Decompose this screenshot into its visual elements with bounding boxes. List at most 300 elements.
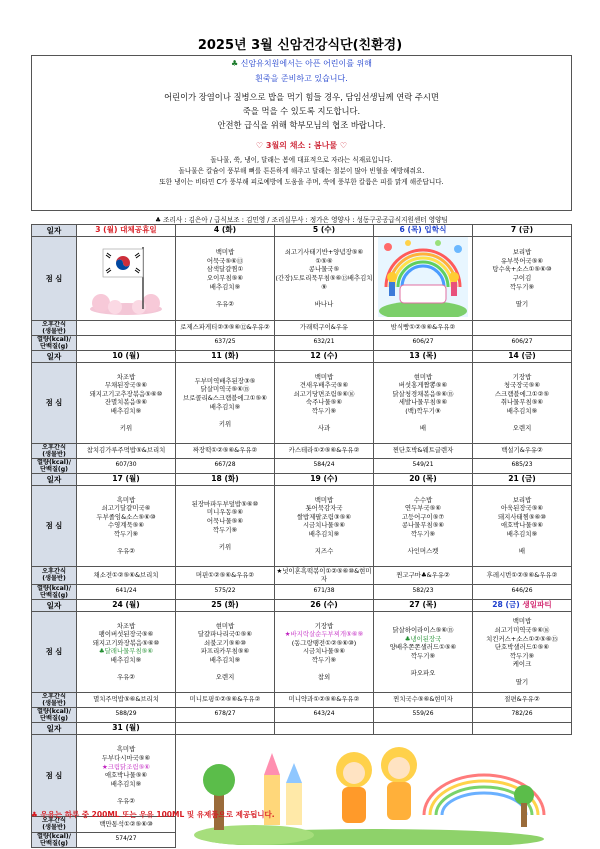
event-note: 입학식 [424,225,447,235]
menu-item: 케이크 [512,660,532,669]
snack-text: 찐치국수⑤⑥&현미자 [393,695,453,704]
kcal-cell [176,335,275,350]
menu-table [31,224,572,848]
snack-label-text: 오후간식 [42,568,66,576]
snack-cell [374,443,473,458]
lunch-cell [374,611,473,692]
snack-text: 멸치주먹밥⑤⑥&브리치 [93,695,159,704]
menu-item: 배추김치⑨ [308,529,340,538]
menu-item: 구이김 [512,274,532,282]
staff-line: ♣ 조리사 : 김은아 / 급식보조 : 김민영 / 조리실무사 : 정가은 영양사 : 성동구공공급식지원센터 영양팀 [155,216,448,224]
date-cell [275,473,374,485]
date-cell [374,225,473,237]
date-cell [77,225,176,237]
date-row [32,350,572,362]
menu-item: 흑미밥 [116,745,136,754]
date-text: 13 (목) [409,350,437,360]
menu-item: 잔멸치볶음⑤⑥ [104,398,148,407]
snack-text: 찐단호박&웨트글렌자 [392,446,454,455]
menu-item: 시금치나물⑤⑥ [302,647,346,656]
date-cell [275,225,374,237]
menu-item: 닭살청경채볶음⑤⑥⑮ [392,389,454,398]
snack-text: 찐고구마♣&우유② [396,570,450,579]
date-cell [473,473,572,485]
date-label-text: 일자 [46,474,62,484]
snack-label-text2: (생물반) [42,327,66,335]
menu-item: 팽이버섯된장국⑤⑥ [98,630,154,639]
footer-text: 우유는 하루 중 200ML 또는 우유 100ML 및 유제품으로 제공됩니다. [40,810,275,819]
menu-item: 시금치나물⑤⑥ [302,521,346,530]
menu-item: 깍두기⑨ [113,529,139,538]
intro-line1-text: 신암유치원에서는 아픈 어린이를 위해 [240,59,372,68]
kcal-text: 671/38 [313,587,335,595]
date-cell [473,722,572,734]
lunch-row [32,611,572,692]
date-label-text: 일자 [46,351,62,361]
lunch-cell [473,485,572,566]
intro-line1 [32,58,571,69]
menu-item: 배추김치⑨ [506,529,538,538]
kcal-cell [374,335,473,350]
menu-item: (백)깍두기⑨ [405,406,441,415]
menu-item: 스크램블에그①②⑤ [494,389,550,398]
lunch-label [32,611,77,692]
date-cell [176,350,275,362]
snack-label-text2: (생물반) [42,699,66,707]
kcal-label-text2: 단백질(g) [39,714,69,722]
kcal-text: 574/27 [115,835,137,843]
date-cell [374,599,473,611]
intro-paragraph [32,90,571,132]
lunch-cell [473,611,572,692]
menu-item [473,291,571,300]
menu-item: 배추김치⑨ [506,406,538,415]
snack-text: ★넛이혼흑떡볶이①②⑤⑥⑩&현미자 [276,566,372,584]
kcal-cell [176,584,275,599]
kcal-label-text: 열량(kcal)/ [37,832,71,840]
snack-cell [77,320,176,335]
kcal-cell [374,584,473,599]
menu-item: 배추김치⑨ [110,656,142,665]
kcal-label-text2: 단백질(g) [39,839,69,847]
menu-item [77,538,175,547]
menu-item: 참외 [317,673,331,682]
menu-item: 배 [518,547,526,556]
menu-item: 우유② [116,547,136,556]
snack-cell [473,566,572,584]
menu-item [374,538,472,547]
menu-item: 우유② [215,299,235,308]
lunch-cell [374,237,473,321]
snack-label [32,443,77,458]
date-cell [176,225,275,237]
children-illustration [194,735,554,845]
menu-item: 아욱된장국⑤⑥ [500,504,544,513]
kcal-label-text: 열량(kcal)/ [37,335,71,343]
menu-item: 보리밥 [512,248,532,257]
date-row [32,473,572,485]
snack-text: 참치김가루주먹밥⑤&브리치 [86,446,166,455]
lunch-cell [77,362,176,443]
menu-item: 애호박나물⑤⑥ [104,771,148,780]
snack-text: 가래떡구이&우유 [299,323,349,332]
date-cell [275,599,374,611]
menu-item: 키위 [218,419,232,428]
snack-text: 미니약과①②⑤⑥&우유② [288,695,360,704]
veg-line3: 또한 냉이는 비타민 C가 풍부해 피로예방에 도움을 주며, 쑥에 풍부한 칼륨은 피를 맑게 해준답니다. [159,178,444,186]
lunch-label [32,237,77,321]
event-note: 대체공휴일 [120,225,157,235]
menu-item: 애호박나물⑤⑥ [500,521,544,530]
lunch-cell [374,362,473,443]
lunch-row [32,362,572,443]
menu-item: 배추김치⑨ [110,779,142,788]
menu-item: 콩나물국⑤ [308,265,340,274]
menu-item: 쇠고기사태기반+양념장⑤⑥ [284,248,364,257]
menu-item: 탕수육+소스①⑤⑥⑩ [492,265,552,274]
veg-title-text: 3월의 채소 : 봄나물 [265,141,338,150]
kcal-text: 782/26 [511,710,533,718]
menu-item: 백미밥 [215,248,235,257]
footer-note [31,809,275,820]
menu-item: 우유② [116,673,136,682]
date-cell [473,350,572,362]
menu-item: 기장밥 [512,372,532,381]
menu-item [275,415,373,424]
snack-cell [176,320,275,335]
snack-text: 후레시번①②⑤⑥&우유② [486,570,558,579]
snack-label [32,320,77,335]
date-cell [275,722,374,734]
lunch-label-text: 점 심 [45,647,63,657]
entrance-ceremony-illustration [377,237,469,317]
menu-item: ★크림닭조림⑤⑥ [101,762,151,771]
intro-box [31,55,572,211]
menu-item: 지즈수 [314,547,334,556]
date-text: 4 (화) [213,225,237,235]
lunch-cell [176,485,275,566]
lunch-cell [176,611,275,692]
menu-item: 숙주나물⑤⑥ [305,398,343,407]
menu-item: 파오파오 [410,668,436,677]
kcal-text: 606/27 [511,338,533,346]
menu-item: 양배추쫀쫀샐러드①⑤⑥ [389,643,457,652]
snack-cell [374,692,473,707]
club-icon: ♣ [231,59,239,68]
menu-item: 백미밥 [512,617,532,626]
menu-item: 깍두기⑨ [410,651,436,660]
date-cell [77,599,176,611]
kcal-cell [176,458,275,473]
menu-item [77,665,175,674]
snack-label [32,566,77,584]
kcal-text: 575/22 [214,587,236,595]
menu-item [275,538,373,547]
kcal-row [32,458,572,473]
snack-label-text2: (생물반) [42,824,66,832]
veg-title [32,140,571,151]
intro-para1: 어린이가 장염이나 질병으로 밥을 먹기 힘들 경우, 담임선생님께 연락 주시면 [164,92,439,102]
snack-label-text: 오후간식 [42,692,66,700]
menu-item: 두부미역배추된장③⑤ [194,376,256,385]
menu-item: ★바지락살순두부찌개⑤⑥⑨ [284,630,364,639]
menu-item: 치킨커스+소스①②⑤⑥⑮ [486,634,558,643]
snack-cell [473,443,572,458]
intro-para3: 안전한 급식을 위해 학부모님의 협조 바랍니다. [217,120,386,130]
menu-item: 견새우배추국⑤⑥ [299,381,349,390]
lunch-cell [275,611,374,692]
kcal-label [32,458,77,473]
lunch-cell [473,362,572,443]
lunch-cell [77,611,176,692]
lunch-label-text: 점 심 [45,273,63,283]
date-text: 25 (화) [211,599,239,609]
snack-text: 로제스파게티②③⑤⑥⑫&우유② [180,323,270,332]
menu-item: 쇠고기미역국⑤⑥⑯ [494,626,550,634]
lunch-label [32,485,77,566]
kcal-cell [77,707,176,722]
lunch-label [32,362,77,443]
menu-item: 미니우동⑤⑥ [206,508,244,517]
lunch-cell [275,362,374,443]
date-text: 28 (금) [492,599,520,609]
kcal-text: 637/25 [214,338,236,346]
snack-cell [374,566,473,584]
menu-item: 보리밥 [512,495,532,504]
lunch-cell [176,362,275,443]
kcal-cell [77,584,176,599]
kcal-cell [473,584,572,599]
kcal-text: 678/27 [214,710,236,718]
date-label-text: 일자 [46,226,62,235]
menu-item: 어묵국⑤⑥⑬ [206,256,244,265]
kcal-text: 584/24 [313,461,335,469]
date-cell [176,599,275,611]
date-cell [473,225,572,237]
kcal-text: 643/24 [313,710,335,718]
kcal-row [32,335,572,350]
menu-item: 연두부국⑤⑥ [404,504,442,513]
menu-item: 백미밥 [314,372,334,381]
menu-item: 무채된장국⑤⑥ [104,381,148,390]
snack-cell [176,692,275,707]
veg-paragraph [32,155,571,188]
snack-text: 백만통석①②⑤⑥⑩ [99,820,153,829]
kcal-label-text: 열량(kcal)/ [37,584,71,592]
kcal-cell [374,458,473,473]
snack-text: 카스테라①②⑤⑥&우유② [288,446,360,455]
menu-item: 세발나물무침⑤⑥ [398,398,448,407]
lunch-cell [374,485,473,566]
menu-item: 깍두기⑨ [212,525,238,534]
menu-item: 배추김치⑨ [209,656,241,665]
menu-item: 유부북어국⑤⑥ [500,256,544,265]
kcal-cell [77,458,176,473]
date-row [32,225,572,237]
kcal-cell [473,335,572,350]
lunch-cell [77,485,176,566]
snack-row [32,566,572,584]
kcal-cell [473,707,572,722]
menu-item: 된장마파두부덮밥⑤⑥⑩ [191,499,259,508]
kcal-text: 632/21 [313,338,335,346]
menu-item [275,291,373,300]
club-icon: ♣ [31,810,38,819]
menu-item: 버섯홍게짬뽕⑤⑥ [398,381,448,390]
menu-item: (간장)도토리묵무침⑤⑥⑬배추김치⑨ [275,274,373,291]
menu-item: 딸기 [515,677,529,686]
menu-item: (동그랑땡전①②⑤⑥⑩) [291,638,357,647]
kcal-label [32,584,77,599]
date-text: 31 (월) [112,722,140,732]
menu-item: 돼지고기고추장볶음⑤⑥⑩ [89,389,163,398]
snack-cell [275,566,374,584]
lunch-label-text: 점 심 [45,771,63,781]
kcal-text: 588/29 [115,710,137,718]
date-text: 11 (화) [211,350,239,360]
menu-item: 배 [419,424,427,433]
snack-cell [275,320,374,335]
lunch-cell [275,237,374,321]
menu-item: 수수밥 [413,495,433,504]
kcal-text: 667/28 [214,461,236,469]
snack-cell [374,320,473,335]
lunch-label-text: 점 심 [45,398,63,408]
snack-text: 밤식빵①②⑤⑥&우유② [390,323,456,332]
lunch-label-text: 점 심 [45,521,63,531]
menu-item: 청국장국⑤⑥ [503,381,541,390]
snack-text: 미니토핑①②⑤⑥&우유② [189,695,261,704]
kcal-text: 607/30 [115,461,137,469]
menu-item: 기장밥 [314,621,334,630]
kcal-label-text2: 단백질(g) [39,342,69,350]
kcal-cell [275,335,374,350]
menu-item: 두부다시마국⑤⑥ [101,754,151,763]
kcal-cell [473,458,572,473]
date-cell [176,722,275,734]
snack-text: 백설기&우유② [501,446,543,455]
date-cell [374,473,473,485]
date-label [32,722,77,734]
menu-item: 딸기 [515,299,529,308]
date-text: 10 (월) [112,350,140,360]
menu-item: 어묵나물⑤⑥ [206,517,244,525]
menu-item [473,415,571,424]
date-text: 5 (수) [312,225,336,235]
snack-cell [176,443,275,458]
lunch-label [32,734,77,817]
menu-item: 사과 [317,424,331,433]
menu-item: 키위 [218,542,232,551]
date-text: 24 (월) [112,599,140,609]
snack-row [32,320,572,335]
kcal-text: 549/21 [412,461,434,469]
menu-item: 배추김치⑨ [110,406,142,415]
snack-label-text2: (생물반) [42,450,66,458]
kcal-cell [176,707,275,722]
menu-item: 깍두기⑨ [311,406,337,415]
menu-item [176,534,274,543]
date-text: 19 (수) [310,473,338,483]
date-label [32,599,77,611]
snack-text: 절편&우유② [504,695,540,704]
menu-item [374,415,472,424]
date-row [32,599,572,611]
menu-item: 깍두기⑨ [509,651,535,660]
lunch-row [32,485,572,566]
menu-item: 닭살미역국⑤⑥⑮ [200,385,250,394]
menu-item: 현미밥 [413,372,433,381]
kcal-cell [275,458,374,473]
menu-item: 깍두기⑨ [410,529,436,538]
kcal-text: 606/27 [412,338,434,346]
date-cell [374,722,473,734]
menu-item [473,669,571,678]
snack-text: 짜장떡①②⑤⑥&우유② [192,446,258,455]
menu-item: 수영계묵⑤⑥ [107,521,145,530]
menu-item: 브로콜리&스크램블에그①⑤⑥ [183,394,267,402]
menu-item: ♣냉이된장국 [404,634,442,643]
event-note: 생일파티 [522,599,552,609]
veg-line1: 돌나물, 쑥, 냉이, 달래는 봄에 대표적으로 자라는 식재료입니다. [210,156,393,164]
menu-item: 삼색달걀찜① [206,265,244,274]
menu-item: 두부졸임&소스⑤⑥⑩ [96,512,156,521]
menu-item: 바나나 [314,299,334,308]
date-cell [275,350,374,362]
menu-item: 키위 [119,424,133,433]
kcal-label [32,832,77,847]
menu-item: 우유② [116,797,136,806]
date-text: 12 (수) [310,350,338,360]
menu-item: 고등어구이⑤⑦ [401,512,445,521]
menu-item [77,788,175,797]
intro-para2: 죽을 먹을 수 있도록 지도합니다. [242,106,361,116]
menu-item: ♣달래나물무침⑤⑥ [98,647,154,656]
kcal-cell [275,707,374,722]
snack-text: 머핀①②⑤⑥&우유② [195,570,255,579]
kcal-text: 685/23 [511,461,533,469]
menu-item: 오이무침⑤⑥ [206,274,244,282]
menu-item: ①⑤⑥ [315,256,333,265]
lunch-cell [77,237,176,321]
date-text: 17 (월) [112,473,140,483]
snack-label-text: 오후간식 [42,320,66,328]
menu-item: 사인머스켓 [407,547,439,556]
date-cell [374,350,473,362]
menu-item: 깍두기⑨ [311,656,337,665]
snack-cell [77,443,176,458]
date-label [32,225,77,237]
lunch-cell [473,237,572,321]
date-label-text: 일자 [46,600,62,610]
date-text: 7 (금) [510,225,534,235]
menu-item: 쌀밥제팔조림③⑤⑥ [296,512,352,521]
menu-item: 파프리카무침⑤⑥ [200,647,250,656]
kcal-label-text2: 단백질(g) [39,465,69,473]
date-text: 21 (금) [508,473,536,483]
date-label [32,350,77,362]
date-cell [77,722,176,734]
date-cell [473,599,572,611]
veg-line2: 돌나물은 칼슘이 풍부해 뼈를 튼튼하게 해주고 달래는 철분이 많아 빈혈을 예방해줘요. [178,167,425,175]
menu-item: 깍두기⑨ [509,282,535,291]
date-text: 27 (목) [409,599,437,609]
menu-item [473,538,571,547]
menu-item: 닭살하이라이스⑤⑥⑮ [392,626,454,634]
kcal-text: 646/26 [511,587,533,595]
lunch-cell [77,734,176,817]
menu-item: 쇠고기달걀미국⑥ [101,504,151,513]
